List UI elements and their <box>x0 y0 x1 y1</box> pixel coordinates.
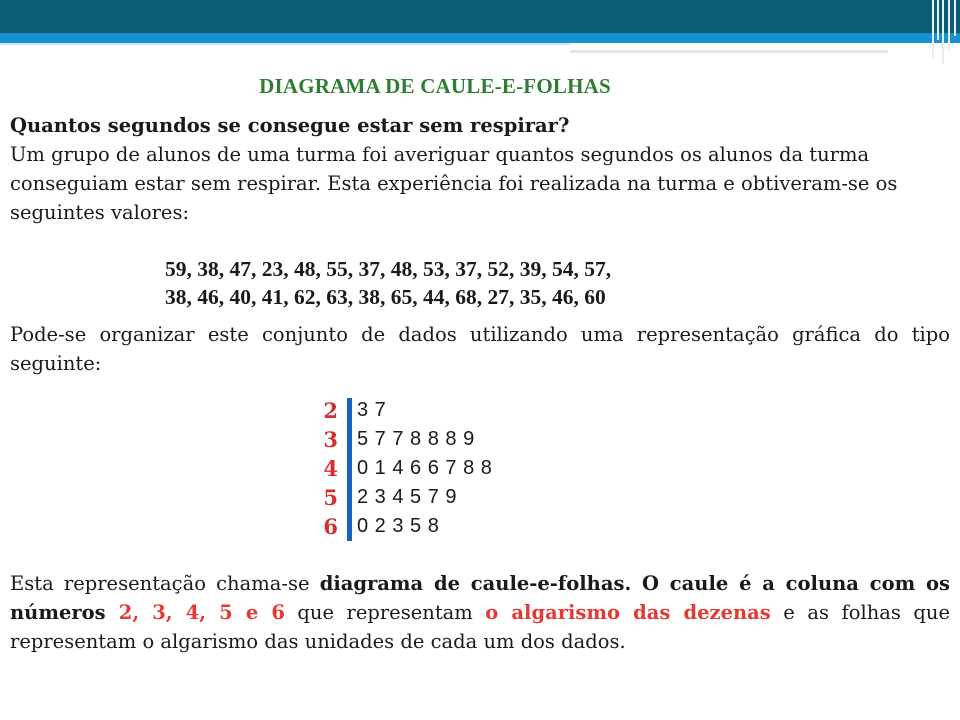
stem-leaf-plot <box>318 396 578 544</box>
stem-value: 6 <box>323 514 338 539</box>
leaf-values: 3 7 <box>357 399 387 421</box>
header-accent-line <box>0 43 570 45</box>
question-heading: Quantos segundos se consegue estar sem respirar? <box>10 114 570 137</box>
leaf-values: 5 7 7 8 8 8 9 <box>357 428 475 450</box>
leaf-values: 2 3 4 5 7 9 <box>357 486 458 508</box>
organize-paragraph: Pode-se organizar este conjunto de dados utilizando uma representação gráfica do tipo seguinte: <box>10 323 950 375</box>
header-accent-line-right <box>570 50 888 53</box>
conclusion-paragraph <box>10 569 950 656</box>
stem-value: 4 <box>323 456 338 481</box>
values-line-2: 38, 46, 40, 41, 62, 63, 38, 65, 44, 68, 27, 35, 46, 60 <box>165 285 606 309</box>
header-stripes-decoration <box>928 0 960 64</box>
leaf-values: 0 2 3 5 8 <box>357 515 440 537</box>
header-band-light <box>0 33 960 43</box>
stem-value: 2 <box>323 398 338 423</box>
conclusion-text: e as folhas que representam o algarismo das unidades de cada um dos dados. <box>10 601 950 653</box>
stem-value: 5 <box>323 485 338 510</box>
data-values <box>165 255 865 311</box>
conclusion-stem-numbers: 2, 3, 4, 5 e 6 <box>118 601 285 624</box>
stem-value: 3 <box>323 427 338 452</box>
leaf-values: 0 1 4 6 6 7 8 8 <box>357 457 493 479</box>
page-title: DIAGRAMA DE CAULE-E-FOLHAS <box>259 74 611 98</box>
conclusion-text: Esta representação chama-se <box>10 572 320 595</box>
stem-separator-bar <box>347 398 352 541</box>
intro-paragraph: Um grupo de alunos de uma turma foi averiguar quantos segundos os alunos da turma conseguiam estar sem respirar. Esta experiência foi realizada na turma e obtiveram-se os seguintes valores: <box>10 143 898 224</box>
values-line-1: 59, 38, 47, 23, 48, 55, 37, 48, 53, 37, 52, 39, 54, 57, <box>165 257 612 281</box>
header-band-dark <box>0 0 960 33</box>
conclusion-definition: diagrama de caule-e-folhas. O caule é a coluna com os números <box>10 572 950 624</box>
conclusion-tens-digit: o algarismo das dezenas <box>485 601 771 624</box>
conclusion-text: que representam <box>284 601 486 624</box>
